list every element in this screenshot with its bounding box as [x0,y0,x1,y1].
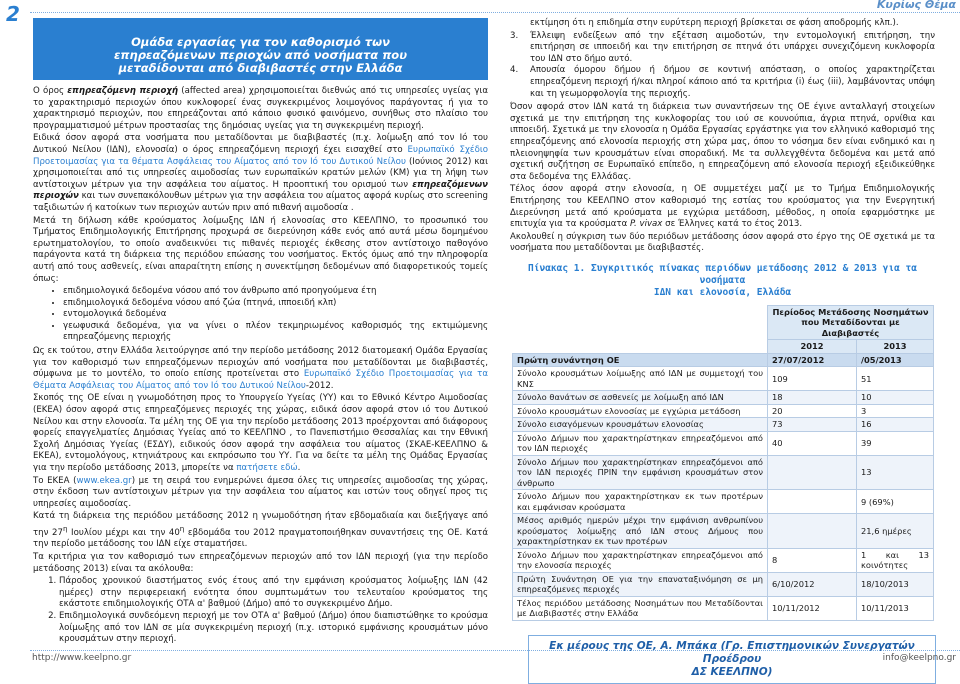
title-line: επηρεαζόμενων περιοχών από νοσήματα που [114,48,407,62]
criterion-3: 3. Έλλειψη ενδείξεων από την εξέταση αιμοδοτών, την εντομολογική επιτήρηση, την επιτήρηση σε ιπποειδή και την επιτήρηση σε πτηνά ότι υπάρχει συνεχιζόμενη κυκλοφορία του ΙΔΝ στο δήμο αυτό. [510,30,935,64]
paragraph-working-group: Ως εκ τούτου, στην Ελλάδα λειτούργησε από την περίοδο μετάδοσης 2012 διατομεακή Ομάδα Εργασίας για τον καθορισμό των επηρεαζόμενων περιοχών από νοσήματα που μεταδίδονται με διαβιβαστές, σύμφωνα με το μοντέλο, το οποίο επίσης προτείνεται στο Ευρωπαϊκό Σχέδιο Προετοιμασίας για τα Θέματα Ασφάλειας του Αίματος από τον Ιό του Δυτικού Νείλου-2012. [33,346,488,391]
left-column [33,18,488,647]
table-row: Πρώτη Συνάντηση ΟΕ για την επαναταξινόμηση σε μη επηρεαζόμενες περιοχές 6/10/2012 18/10/2013 [513,572,934,596]
author-credit: Εκ μέρους της ΟΕ, Α. Μπάκα (Γρ. Επιστημονικών Συνεργατών Προέδρου ΔΣ ΚΕΕΛΠΝΟ) [528,635,936,684]
list-item: 1. Πάροδος χρονικού διαστήματος ενός έτους από την εμφάνιση κρούσματος λοίμωξης ΙΔΝ (42 ημέρες) στην περιφερειακή ενότητα όπου συμπτωμάτων του τελευταίου κρούσματος της εκάστοτε επιδημιολογικής ΟΤΑ α' βαθμού (Δήμο) από το συγκεκριμένο Δήμο. [59,576,488,611]
table-title: Πίνακας 1. Συγκριτικός πίνακας περιόδων μετάδοσης 2012 & 2013 για τα νοσήματα ΙΔΝ και ελονοσία, Ελλάδα [528,262,917,298]
paragraph-malaria: Τέλος όσον αφορά στην ελονοσία, η ΟΕ συμμετέχει μαζί με το Τμήμα Επιδημιολογικής Επιτήρησης του ΚΕΕΛΠΝΟ στον καθορισμό της εστίας του κρούσματος για την Ενεργητική Διερεύνηση μετά από κρούσματα με εγχώρια μετάδοση, μέθοδος, η οποία εφαρμόστηκε με επιτυχία για τα κρούσματα P. vivax σε Έλληνες κατά το έτος 2013. [510,184,935,230]
table-row: Τέλος περιόδου μετάδοσης Νοσημάτων που Μεταδίδονται με Διαβιβαστές στην Ελλάδα 10/11/2012 10/11/2013 [513,596,934,620]
table-row: Σύνολο εισαγόμενων κρουσμάτων ελονοσίας 73 16 [513,418,934,432]
paragraph-definition: Ο όρος επηρεαζόμενη περιοχή (affected area) χρησιμοποιείται διεθνώς από τις υπηρεσίες υγείας για το χαρακτηρισμό περιοχών όπου κυκλοφορεί ένας συγκεκριμένος λοιμογόνος παράγοντας ή για το χαρακτηρισμό περιοχών, που επηρεάζονται από κάποιο φυσικό φαινόμενο, συνήθως στο πλαίσιο του προγραμματισμού μέτρων προστασίας της δημόσιας υγείας για τη συγκεκριμένη περιοχή. [33,86,488,131]
link-ekea[interactable]: www.ekea.gr [76,475,132,486]
paragraph-surveillance: Όσον αφορά στον ΙΔΝ κατά τη διάρκεια των συναντήσεων της ΟΕ έγινε ανταλλαγή στοιχείων σχετικά με την επιτήρηση της κυκλοφορίας του ιού σε κουνούπια, άγρια πτηνά, ορνίθια και ιπποειδή. Σχετικά με την ελονοσία η Ομάδα Εργασίας εργάστηκε για τον ελληνικό καθορισμό της επηρεαζόμενης από ελονοσία περιοχής στη χώρα μας, όπου το νόσημα δεν είναι ενδημικό και η πλειονηψηφία των κρουσμάτων είναι σποραδική. Με τα συλλεγχθέντα δεδομένα και μετά από σχετική συζήτηση σε Ευρωπαϊκό επίπεδο, η επηρεαζόμενη από ελονοσία περιοχή εξειδικεύθηκε στα δεδομένα της Ελλάδας. [510,102,935,182]
title-line: μεταδίδονται από διαβιβαστές στην Ελλάδα [118,61,403,75]
top-rule [30,12,960,13]
paragraph-period-2012: Κατά τη διάρκεια της περιόδου μετάδοσης 2012 η γνωμοδότηση ήταν εβδομαδιαία και διεξήγαγε από την $27^\eta$ Ιουλίου μέχρι και την $40^\eta$ εβδομάδα του 2012 πραγματοποιήθηκαν συναντήσεις της ΟΕ. Κατά την περίοδο μετάδοσης του ΙΔΝ είχε σταματήσει. [33,511,488,550]
list-item: 2. Επιδημιολογικά συνδεόμενη περιοχή με τον ΟΤΑ α' βαθμού (Δήμο) όπου διαπιστώθηκε το κρούσμα λοίμωξης από τον ΙΔΝ σε μία συγκεκριμένη περιοχή (π.χ. ιστορικό εμφάνισης κρουσμάτων μόνο κρουσμάτων στην περιοχή. [59,611,488,646]
paragraph-investigation: Μετά τη δήλωση κάθε κρούσματος λοίμωξης ΙΔΝ ή ελονοσίας στο ΚΕΕΛΠΝΟ, το προσωπικό του Τμήματος Επιδημιολογικής Επιτήρησης προχωρά σε διερεύνηση κάθε ενός από αυτά μέσω δομημένου ερωτηματολογίου, το οποίο αναδεικνύει τις πιθανές περιοχές έκθεσης στον αντίστοιχο παθογόνο παράγοντα κατά τη διάρκεια της περιόδου επώασης του νοσήματος. Εκτός όμως από την πληροφορία αυτή από τους ασθενείς, είναι απαραίτητη επίσης η συνεκτίμηση δεδομένων από διαφορετικούς τομείς όπως: [33,215,488,284]
link-european-plan[interactable]: Ευρωπαϊκό Σχέδιο Προετοιμασίας για τα θέματα Ασφάλειας του Αίματος από τον Ιό του Δυτικού Νείλου [33,144,488,167]
table-row: Σύνολο κρουσμάτων ελονοσίας με εγχώρια μετάδοση 20 3 [513,404,934,418]
table-row: Πρώτη συνάντηση ΟΕ 27/07/2012 /05/2013 [513,353,934,367]
list-item: • επιδημιολογικά δεδομένα νόσου από τον άνθρωπο από προηγούμενα έτη [63,286,488,298]
bottom-rule [30,650,960,651]
data-sources-list [33,286,488,344]
table-row: Μέσος αριθμός ημερών μέχρι την εμφάνιση ανθρωπίνου κρούσματος λοίμωξης από ΙΔΝ στους Δήμους που χαρακτηρίστηκαν εκ των προτέρων 21,6 ημέρες [513,514,934,549]
table-row: Σύνολο κρουσμάτων λοίμωξης από ΙΔΝ με συμμετοχή του ΚΝΣ 109 51 [513,367,934,391]
list-item: • εντομολογικά δεδομένα [63,309,488,321]
table-row: Σύνολο Δήμων που χαρακτηρίστηκαν επηρεαζόμενοι από τον ΙΔΝ περιοχές 40 39 [513,431,934,455]
table-row: Σύνολο Δήμων που χαρακτηρίστηκαν επηρεαζόμενοι από την ελονοσία περιοχές 8 1 και 13 κοινότητες [513,548,934,572]
article-title [33,18,488,80]
comparison-table [512,305,934,621]
right-column [510,18,935,684]
paragraph-ekea: Το ΕΚΕΑ (www.ekea.gr) με τη σειρά του ενημερώνει άμεσα όλες τις υπηρεσίες αιμοδοσίας της χώρας, στην έκδοση των αντίστοιχων μέτρων για την ασφάλεια του αίματος και ιστών τους οδηγεί προς τις υπηρεσίες αιμοδοσίας. [33,475,488,509]
paragraph-comparison: Ακολουθεί η σύγκριση των δύο περιόδων μετάδοσης όσον αφορά στο έργο της ΟΕ σχετικά με τα νοσήματα που μεταδίδονται με διαβιβαστές. [510,231,935,254]
paragraph-purpose: Σκοπός της ΟΕ είναι η γνωμοδότηση προς το Υπουργείο Υγείας (ΥΥ) και το Εθνικό Κέντρο Αιμοδοσίας (ΕΚΕΑ) όσον αφορά στις επηρεαζόμενες περιοχές της χώρας, ειδικά όσον αφορά στον ιό του Δυτικού Νείλου και στην ελονοσία. Τα μέλη της ΟΕ για την περίοδο μετάδοσης 2013 προέρχονται από διάφορους φορείς επαγγελματίες Δημόσιας Υγείας από το ΚΕΕΛΠΝΟ , το Πανεπιστήμιο Θεσσαλίας και την Εθνική Σχολή Δημόσιας Υγείας (ΕΣΔΥ), ειδικούς όσον αφορά την ασφάλεια του αίματος (ΣΚΑΕ-ΚΕΕΛΠΝΟ & ΕΚΕΑ), εντομολόγους, κτηνιάτρους και εκπρόσωπο του ΥΥ. Για να δείτε τα μέλη της Ομάδας Εργασίας για την περίοδο μετάδοσης 2013, μπορείτε να πατήσετε εδώ. [33,393,488,473]
link-click-here[interactable]: πατήσετε εδώ [236,463,298,473]
paragraph-vector-diseases: Ειδικά όσον αφορά στα νοσήματα που μεταδίδονται με διαβιβαστές (π.χ. λοίμωξη από τον Ιό του Δυτικού Νείλου (ΙΔΝ), ελονοσία) ο όρος επηρεαζόμενη περιοχή έχει εισαχθεί στο Ευρωπαϊκό Σχέδιο Προετοιμασίας για τα θέματα Ασφάλειας του Αίματος από τον Ιό του Δυτικού Νείλου (Ιούνιος 2012) και χρησιμοποιείται από τις υπηρεσίες αιμοδοσίας των ευρωπαϊκών κρατών μελών (ΚΜ) για τη λήψη των αντίστοιχων μέτρων για την ασφάλεια του αίματος. Η προοπτική του ορισμού των επηρεαζόμενων περιοχών και των συνεπακόλουθων μέτρων για την ασφάλεια του αίματος αφορά κυρίως στο screening ταξιδιωτών ή κατοίκων των περιοχών αυτών πριν από πιθανή αιμοδοσία . [33,133,489,213]
list-item: • γεωφυσικά δεδομένα, για να γίνει ο πλέον τεκμηριωμένος καθορισμός της εκτιμώμενης επηρεαζόμενης περιοχής [63,321,488,344]
section-label: Κυρίως Θέμα [876,0,956,11]
page-number: 2 [6,2,20,26]
list-item: • επιδημιολογικά δεδομένα νόσου από ζώα (πτηνά, ιπποειδή κλπ) [63,298,488,310]
criterion-4: 4. Απουσία όμορου δήμου ή δήμου σε κοντινή απόσταση, ο οποίος χαρακτηρίζεται επηρεαζόμενη περιοχή ή/και πληροί κάποιο από τα κριτήρια (i) έως (iii), λαμβάνοντας υπόψη και τη γεωμορφολογία της περιοχής. [510,65,935,99]
table-row: Σύνολο Δήμων που χαρακτηρίστηκαν εκ των προτέρων και εμφάνισαν κρούσματα 9 (69%) [513,490,934,514]
table-header: Περίοδος Μετάδοσης Νοσημάτων που Μεταδίδονται με Διαβιβαστές [768,305,934,340]
table-row: Σύνολο Δήμων που χαρακτηρίστηκαν επηρεαζόμενοι από τον ΙΔΝ περιοχές ΠΡΙΝ την εμφάνιση κρουσμάτων στον άνθρωπο 13 [513,455,934,490]
paragraph-criteria: Τα κριτήρια για τον καθορισμό των επηρεαζόμενων περιοχών από τον ΙΔΝ περιοχή (για την περίοδο μετάδοσης 2013) είναι τα ακόλουθα: [33,552,488,574]
footer-email-link[interactable]: info@keelpno.gr [882,653,956,663]
table-row: Σύνολο θανάτων σε ασθενείς με λοίμωξη από ΙΔΝ 18 10 [513,391,934,405]
link-european-plan-2[interactable]: Ευρωπαϊκό Σχέδιο Προετοιμασίας για τα Θέματα Ασφάλειας του Αίματος από τον Ιό του Δυτικού Νείλου [33,369,488,391]
paragraph-continued: εκτίμηση ότι η επιδημία στην ευρύτερη περιοχή βρίσκεται σε φάση αποδρομής κλπ.). [530,18,899,28]
criteria-list [33,576,488,646]
table-header-year: 2013 [857,340,934,354]
table-header-year: 2012 [768,340,857,354]
title-line: Ομάδα εργασίας για τον καθορισμό των [131,35,390,49]
footer-website-link[interactable]: http://www.keelpno.gr [32,653,132,663]
